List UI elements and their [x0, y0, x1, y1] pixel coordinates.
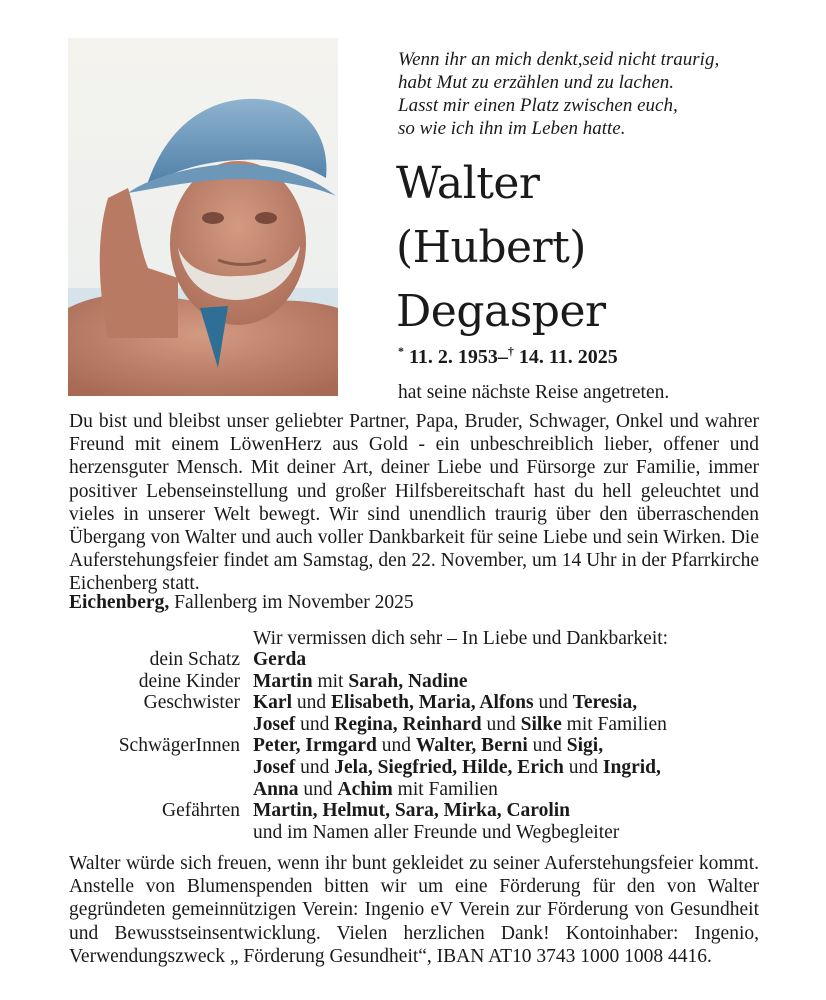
birth-date: 11. 2. 1953: [409, 346, 498, 368]
mourners-footer: und im Namen aller Freunde und Wegbegleiter: [253, 821, 620, 843]
mourner-names: [253, 692, 789, 735]
middle-name: (Hubert): [396, 222, 586, 273]
mourner-name: Gerda: [253, 649, 307, 670]
first-name: Walter: [396, 158, 540, 209]
mourner-line: [253, 757, 789, 779]
mourner-connector: mit Familien: [392, 778, 498, 800]
mourner-connector: mit: [312, 670, 349, 692]
mourner-name: Karl: [253, 692, 292, 714]
poem: [398, 48, 808, 140]
mourner-connector: mit Familien: [561, 713, 667, 735]
mourner-connector: und: [292, 692, 331, 714]
mourner-names: [253, 800, 789, 822]
last-name: Degasper: [396, 286, 606, 337]
mourner-connector: und: [563, 756, 603, 778]
deceased-name: [396, 152, 816, 344]
mourner-name: Josef: [253, 713, 296, 735]
mourner-name: Ingrid,: [602, 756, 661, 778]
poem-line: habt Mut zu erzählen und zu lachen.: [398, 72, 675, 93]
poem-line: Lasst mir einen Platz zwischen euch,: [398, 95, 678, 116]
mourner-name: Sarah, Nadine: [348, 670, 468, 692]
mourner-group: [69, 800, 789, 822]
mourner-names: [253, 649, 789, 671]
mourner-group: [69, 671, 789, 693]
mourner-name: Jela, Siegfried, Hilde, Erich: [334, 756, 564, 778]
mourner-names: [253, 671, 789, 693]
mourner-name: Anna: [253, 778, 299, 800]
mourner-line: [253, 779, 789, 801]
mourner-names: [253, 735, 789, 800]
mourner-connector: und: [533, 692, 573, 714]
mourner-connector: und: [376, 735, 416, 757]
mourner-line: [253, 800, 789, 822]
death-date: 14. 11. 2025: [518, 346, 618, 368]
mourner-name: Sigi,: [566, 735, 604, 757]
mourner-connector: und: [295, 756, 335, 778]
mourner-name: Regina, Reinhard: [334, 713, 482, 735]
mourner-relation-label: SchwägerInnen: [118, 735, 240, 757]
mourner-group: [69, 735, 789, 800]
mourner-line: [253, 714, 789, 736]
mourner-name: Martin: [253, 670, 313, 692]
mourner-name: Martin, Helmut, Sara, Mirka, Carolin: [253, 800, 571, 822]
place-date-line: [69, 592, 414, 614]
portrait-photo: [68, 38, 338, 396]
mourner-group: [69, 692, 789, 735]
mourner-connector: und: [295, 713, 335, 735]
death-symbol: †: [507, 344, 514, 358]
donation-paragraph: Walter würde sich freuen, wenn ihr bunt gekleidet zu seiner Auferstehungsfeier kommt. Anstelle von Blumenspenden bitten wir um eine Förderung für den von Walter gegründeten gemeinnützigen Verein: Ingenio eV Verein zur Förderung von Gesundheit und Bewusstseinsentwicklung. Vielen herzlichen Dank! Kontoinhaber: Ingenio, Verwendungszweck „ Förderung Gesundheit“, IBAN AT10 3743 1000 1008 4416.: [69, 853, 759, 967]
poem-line: so wie ich ihn im Leben hatte.: [398, 118, 626, 139]
mourner-line: [253, 735, 789, 757]
mourner-relation-label: dein Schatz: [149, 649, 240, 670]
mourner-line: [253, 649, 789, 671]
place-date: Fallenberg im November 2025: [169, 592, 414, 613]
date-separator: –: [497, 346, 508, 368]
tribute-paragraph: Du bist und bleibst unser geliebter Partner, Papa, Bruder, Schwager, Onkel und wahrer Freund mit einem LöwenHerz aus Gold - ein unbeschreiblich lieber, offener und herzensguter Mensch. Mit deiner Art, deiner Liebe und Fürsorge zur Familie, immer positiver Lebenseinstellung und großer Hilfsbereitschaft hast du hell geleuchtet und vieles in unserer Welt bewegt. Wir sind unendlich traurig über den überraschenden Übergang von Walter und auch voller Dankbarkeit für seine Liebe und sein Wirken. Die Auferstehungsfeier findet am Samstag, den 22. November, um 14 Uhr in der Pfarrkirche Eichenberg statt.: [69, 411, 759, 595]
mourner-line: [253, 671, 789, 693]
mourner-name: Josef: [253, 756, 296, 778]
birth-symbol: *: [398, 344, 404, 358]
journey-text: hat seine nächste Reise angetreten.: [398, 382, 670, 403]
place-name: Eichenberg,: [69, 592, 170, 613]
mourner-name: Elisabeth, Maria, Alfons: [331, 692, 534, 714]
mourner-relation-label: deine Kinder: [138, 670, 240, 692]
mourner-group: [69, 649, 789, 671]
mourners-list: [69, 649, 789, 843]
mourner-name: Achim: [337, 778, 393, 800]
mourner-relation-label: Geschwister: [143, 692, 240, 714]
mourner-connector: und: [527, 735, 567, 757]
mourner-connector: und: [298, 778, 338, 800]
poem-line: Wenn ihr an mich denkt,seid nicht traurig,: [398, 49, 720, 70]
mourner-relation-label: Gefährten: [162, 800, 240, 822]
mourner-name: Peter, Irmgard: [253, 735, 377, 757]
life-dates: [398, 344, 618, 369]
mourner-name: Silke: [520, 713, 562, 735]
portrait-photo-icon: [68, 38, 338, 396]
mourners-heading: Wir vermissen dich sehr – In Liebe und Dankbarkeit:: [253, 628, 669, 649]
mourner-name: Teresia,: [572, 692, 638, 714]
mourner-line: [253, 692, 789, 714]
mourner-name: Walter, Berni: [415, 735, 528, 757]
mourner-connector: und: [481, 713, 521, 735]
